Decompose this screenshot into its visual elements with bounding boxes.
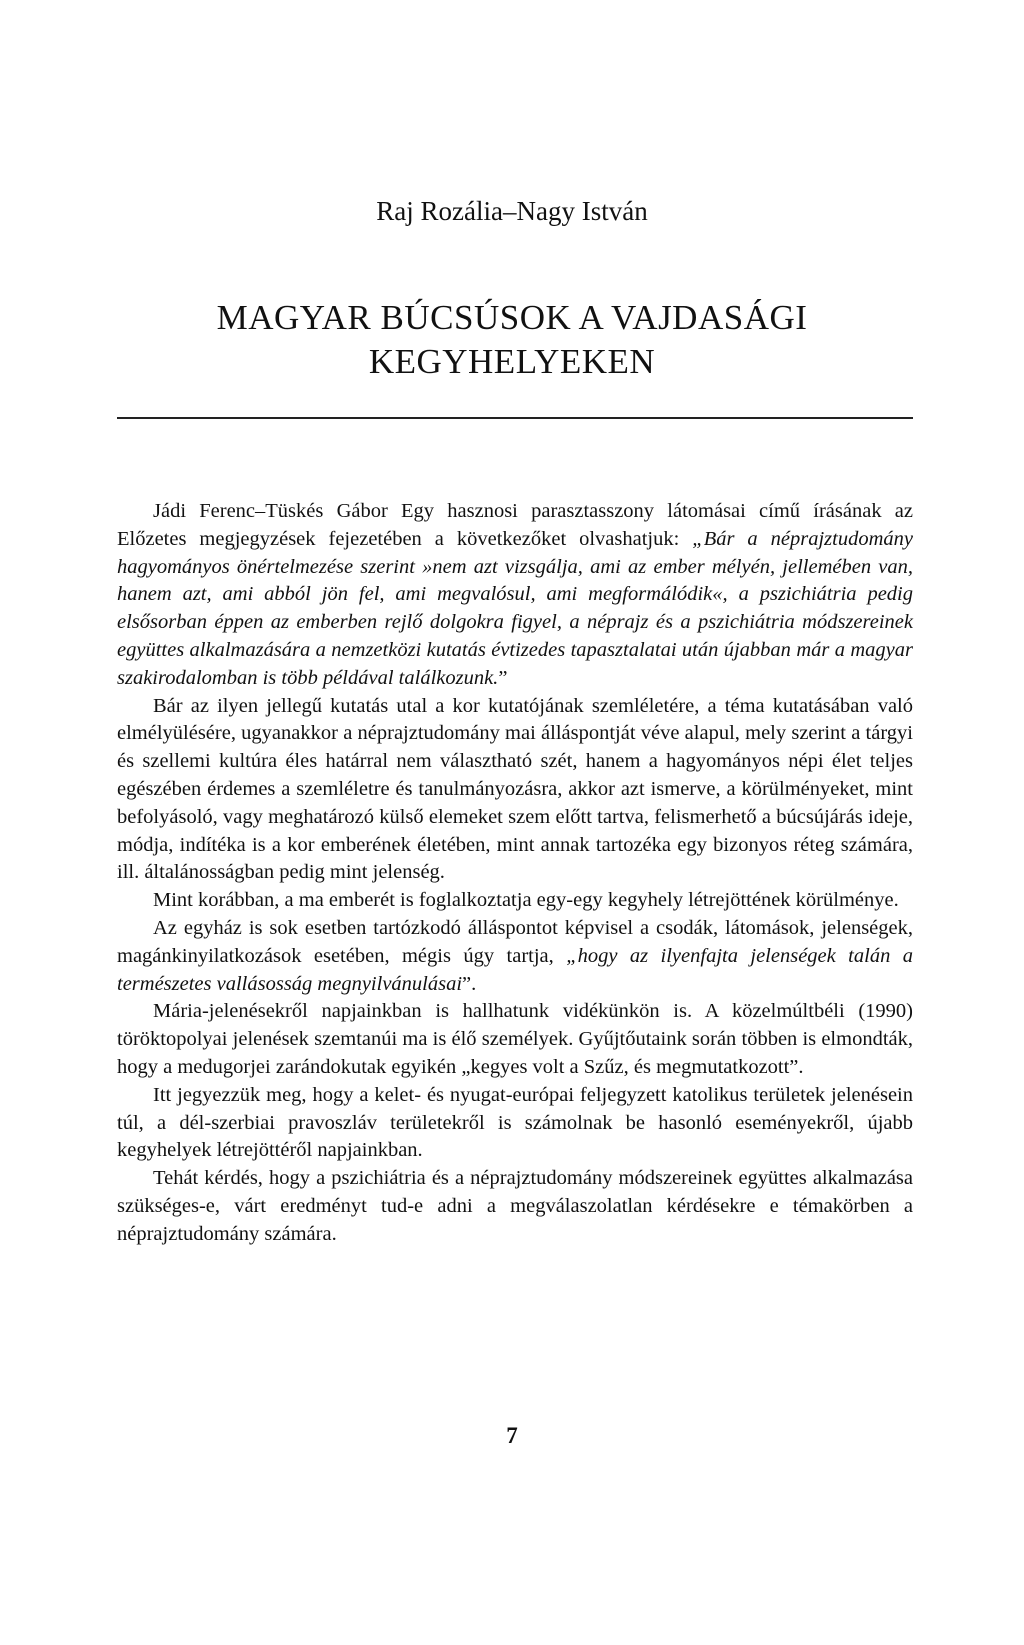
paragraph-5: Mária-jelenésekről napjainkban is hallhatunk vidékünkön is. A közelmúltbéli (1990) töröktopolyai jelenések szemtanúi ma is élő személyek. Gyűjtőutaink során többen is elmondták, hogy a medugorjei zarándokutak egyikén „kegyes volt a Szűz, és megmutatkozott”. bbox=[117, 1000, 913, 1078]
paragraph-1-lead: Jádi Ferenc–Tüskés Gábor Egy hasznosi parasztasszony látomásai című írásának az Előzetes megjegyzések fejezetében a következőket olvashatjuk: bbox=[117, 500, 913, 550]
paragraph-7: Tehát kérdés, hogy a pszichiátria és a néprajztudomány módszereinek együttes alkalmazása szükséges-e, várt eredményt tud-e adni a megválaszolatlan kérdésekre e témakörben a néprajztudomány számára. bbox=[117, 1167, 913, 1245]
paragraph-1 bbox=[117, 498, 913, 693]
article-author: Raj Rozália–Nagy István bbox=[376, 196, 648, 226]
title-line-2: KEGYHELYEKEN bbox=[368, 342, 656, 381]
paragraph-4-quote: „hogy az ilyenfajta jelenségek talán a természetes vallásosság megnyilvánulásai bbox=[117, 944, 913, 995]
paragraph-2: Bár az ilyen jellegű kutatás utal a kor kutatójának szemléletére, a téma kutatásában való elmélyülésére, ugyanakkor a néprajztudomány mai álláspontját véve alapul, mely szerint a tárgyi és szellemi kultúra éles határral nem választható szét, hanem a hagyományos népi élet teljes egészében érdemes a szemléletre és tanulmányozásra, akkor azt ismerve, a körülményeket, mint befolyásoló, vagy meghatározó külső elemeket szem előtt tartva, felismerhető a búcsújárás ideje, módja, indítéka is a kor emberének életében, mint annak tartozéka egy bizonyos réteg számára, ill. általánosságban pedig mint jelenség. bbox=[117, 694, 913, 884]
paragraph-1-close: ” bbox=[498, 666, 508, 689]
article-body bbox=[117, 498, 913, 1249]
article-title bbox=[0, 296, 1024, 384]
title-divider bbox=[117, 417, 913, 419]
paragraph-4-lead: Az egyház is sok esetben tartózkodó álláspontot képvisel a csodák, látomások, jelenségek, magánkinyilatkozások esetében, mégis úgy tartja, bbox=[117, 916, 913, 967]
paragraph-3: Mint korábban, a ma emberét is foglalkoztatja egy-egy kegyhely létrejöttének körülménye. bbox=[153, 889, 899, 912]
title-line-1: MAGYAR BÚCSÚSOK A VAJDASÁGI bbox=[216, 298, 808, 337]
paragraph-1-quote: „Bár a néprajztudomány hagyományos önértelmezése szerint »nem azt vizsgálja, ami az ember mélyén, jellemében van, hanem azt, ami abból jön fel, ami megvalósul, ami megformálódik«, a pszichiátria pedig elsősorban éppen az emberben rejlő dolgokra figyel, a néprajz és a pszichiátria módszereinek együttes alkalmazására a nemzetközi kutatás évtizedes tapasztalatai után újabban már a magyar szakirodalomban is több példával találkozunk. bbox=[117, 527, 913, 689]
paragraph-6: Itt jegyezzük meg, hogy a kelet- és nyugat-európai feljegyzett katolikus területek jelenésein túl, a dél-szerbiai pravoszláv területekről is számolnak be hasonló eseményekről, újabb kegyhelyek létrejöttéről napjainkban. bbox=[117, 1083, 913, 1162]
paragraph-4-close: ”. bbox=[462, 972, 477, 995]
paragraph-4 bbox=[117, 915, 913, 998]
page-number: 7 bbox=[506, 1423, 518, 1448]
